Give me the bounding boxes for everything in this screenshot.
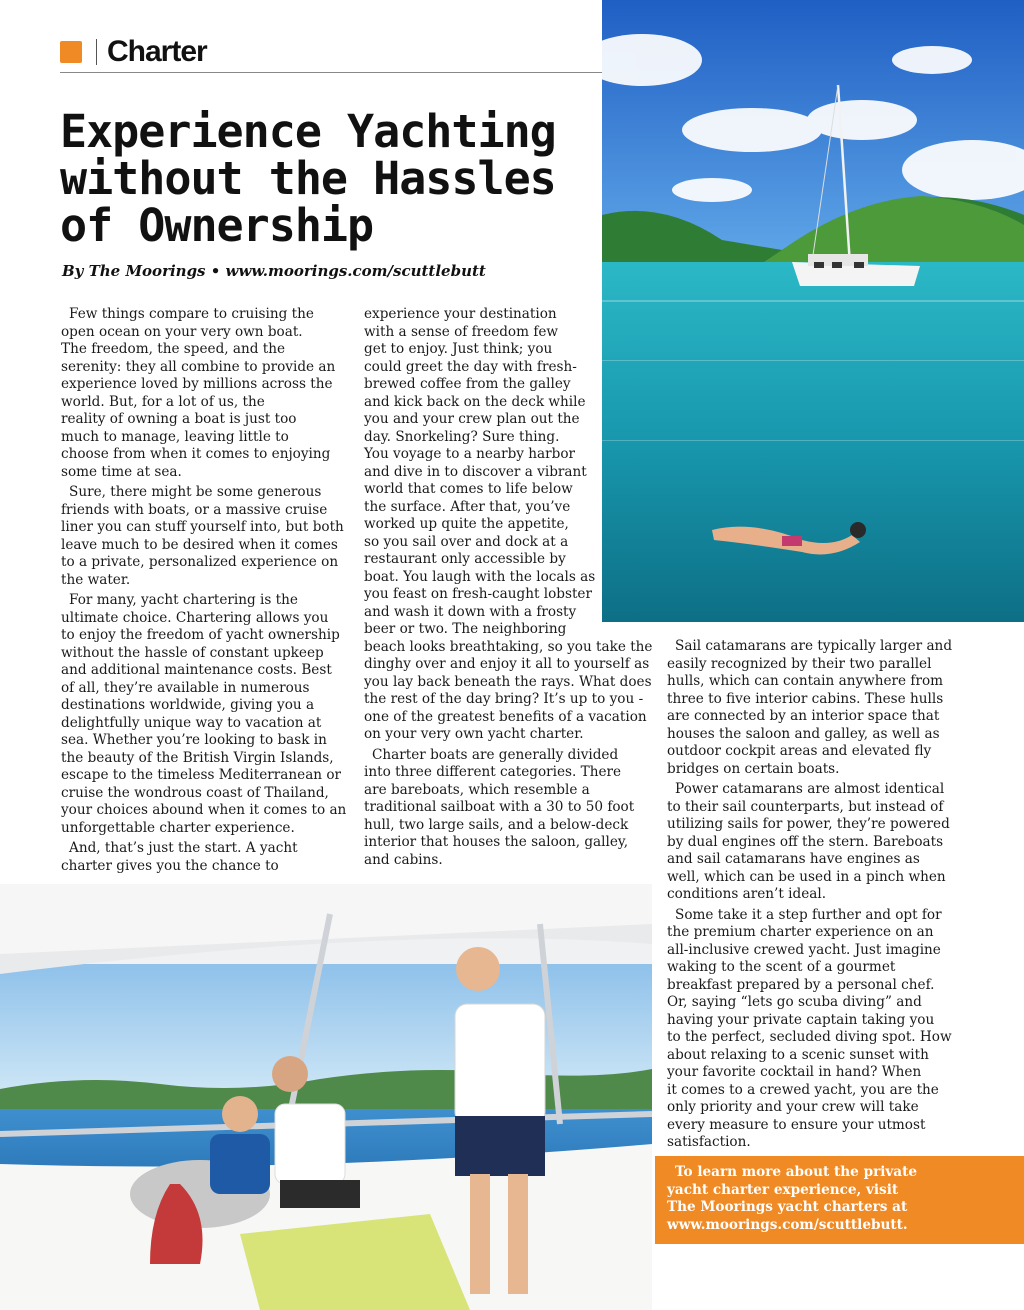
catamaran-bay-photo [602,0,1024,622]
article-byline: By The Moorings • www.moorings.com/scuttlebutt [62,262,486,280]
paragraph: Charter boats are generally divided into three different categories. There are bareboats, which resemble a traditional sailboat with a 30 to 50 foot hull, two large sails, and a below-deck interior that houses the saloon, galley, and cabins. [364,746,635,868]
section-divider [96,39,97,65]
section-label: Charter [107,35,207,68]
section-header [60,36,207,68]
paragraph: For many, yacht chartering is the ultimate choice. Chartering allows you to enjoy the freedom of yacht ownership without the hassle of constant upkeep and additional maintenance costs. Best of all, they’re available in numerous destinations worldwide, giving you a delightfully unique way to vacation at sea. Whether you’re looking to bask in the beauty of the British Virgin Islands, escape to the timeless Mediterranean or cruise the wondrous coast of Thailand, your choices abound when it comes to an unforgettable charter experience. [61,592,347,836]
catamaran-bay-illustration [602,0,1024,622]
paragraph: experience your destination with a sense of freedom few get to enjoy. Just think; you could greet the day with fresh- brewed coffee from the galley and kick back on the deck while you and your crew plan out the day. Snorkeling? Sure thing. You voyage to a nearby harbor and dive in to discover a vibrant world that comes to life below the surface. After that, you’ve worked up quite the appetite, so you sail over and dock at a restaurant only accessible by boat. You laugh with the locals as you feast on fresh-caught lobster and wash it down with a frosty beer or two. The neighboring beach looks breathtaking, so you take the dinghy over and enjoy it all to yourself as you lay back beneath the rays. What does the rest of the day bring? It’s up to you - one of the greatest benefits of a vacation on your very own yacht charter. [364,306,653,742]
paragraph: And, that’s just the start. A yacht charter gives you the chance to [61,840,298,874]
article-headline [60,105,600,252]
yacht-deck-photo [0,884,652,1310]
paragraph: Power catamarans are almost identical to their sail counterparts, but instead of utilizing sails for power, they’re powered by dual engines off the stern. Bareboats and sail catamarans have engines as well, which can be used in a pinch when conditions aren’t ideal. [667,781,950,902]
paragraph: Sure, there might be some generous friends with boats, or a massive cruise liner you can stuff yourself into, but both leave much to be desired when it comes to a private, personalized experience on the water. [61,484,344,588]
paragraph: Sail catamarans are typically larger and easily recognized by their two parallel hulls, which can contain anywhere from three to five interior cabins. These hulls are connected by an interior space that houses the saloon and galley, as well as outdoor cockpit areas and elevated fly bridges on certain boats. [667,638,953,777]
yacht-deck-illustration [0,884,652,1310]
article-column-1 [61,306,351,878]
headline-text: Experience Yachting without the Hassles of Ownership [60,105,556,252]
article-column-3 [667,638,962,1155]
paragraph: Few things compare to cruising the open ocean on your very own boat. The freedom, the speed, and the serenity: they all combine to provide an experience loved by millions across the world. But, for a lot of us, the reality of owning a boat is just too much to manage, leaving little to choose from when it comes to enjoying some time at sea. [61,306,336,480]
paragraph: Some take it a step further and opt for the premium charter experience on an all-inclusive crewed yacht. Just imagine waking to the scent of a gourmet breakfast prepared by a personal chef. Or, saying “lets go scuba diving” and having your private captain taking you to the perfect, secluded diving spot. How about relaxing to a scenic sunset with your favorite cocktail in hand? When it comes to a crewed yacht, you are the only priority and your crew will take every measure to ensure your utmost satisfaction. [667,906,952,1150]
section-marker-square [60,41,82,63]
call-to-action-text: To learn more about the private yacht charter experience, visit The Moorings yacht charters at www.moorings.com/scuttlebutt. [667,1164,918,1233]
call-to-action-box [655,1156,1024,1244]
